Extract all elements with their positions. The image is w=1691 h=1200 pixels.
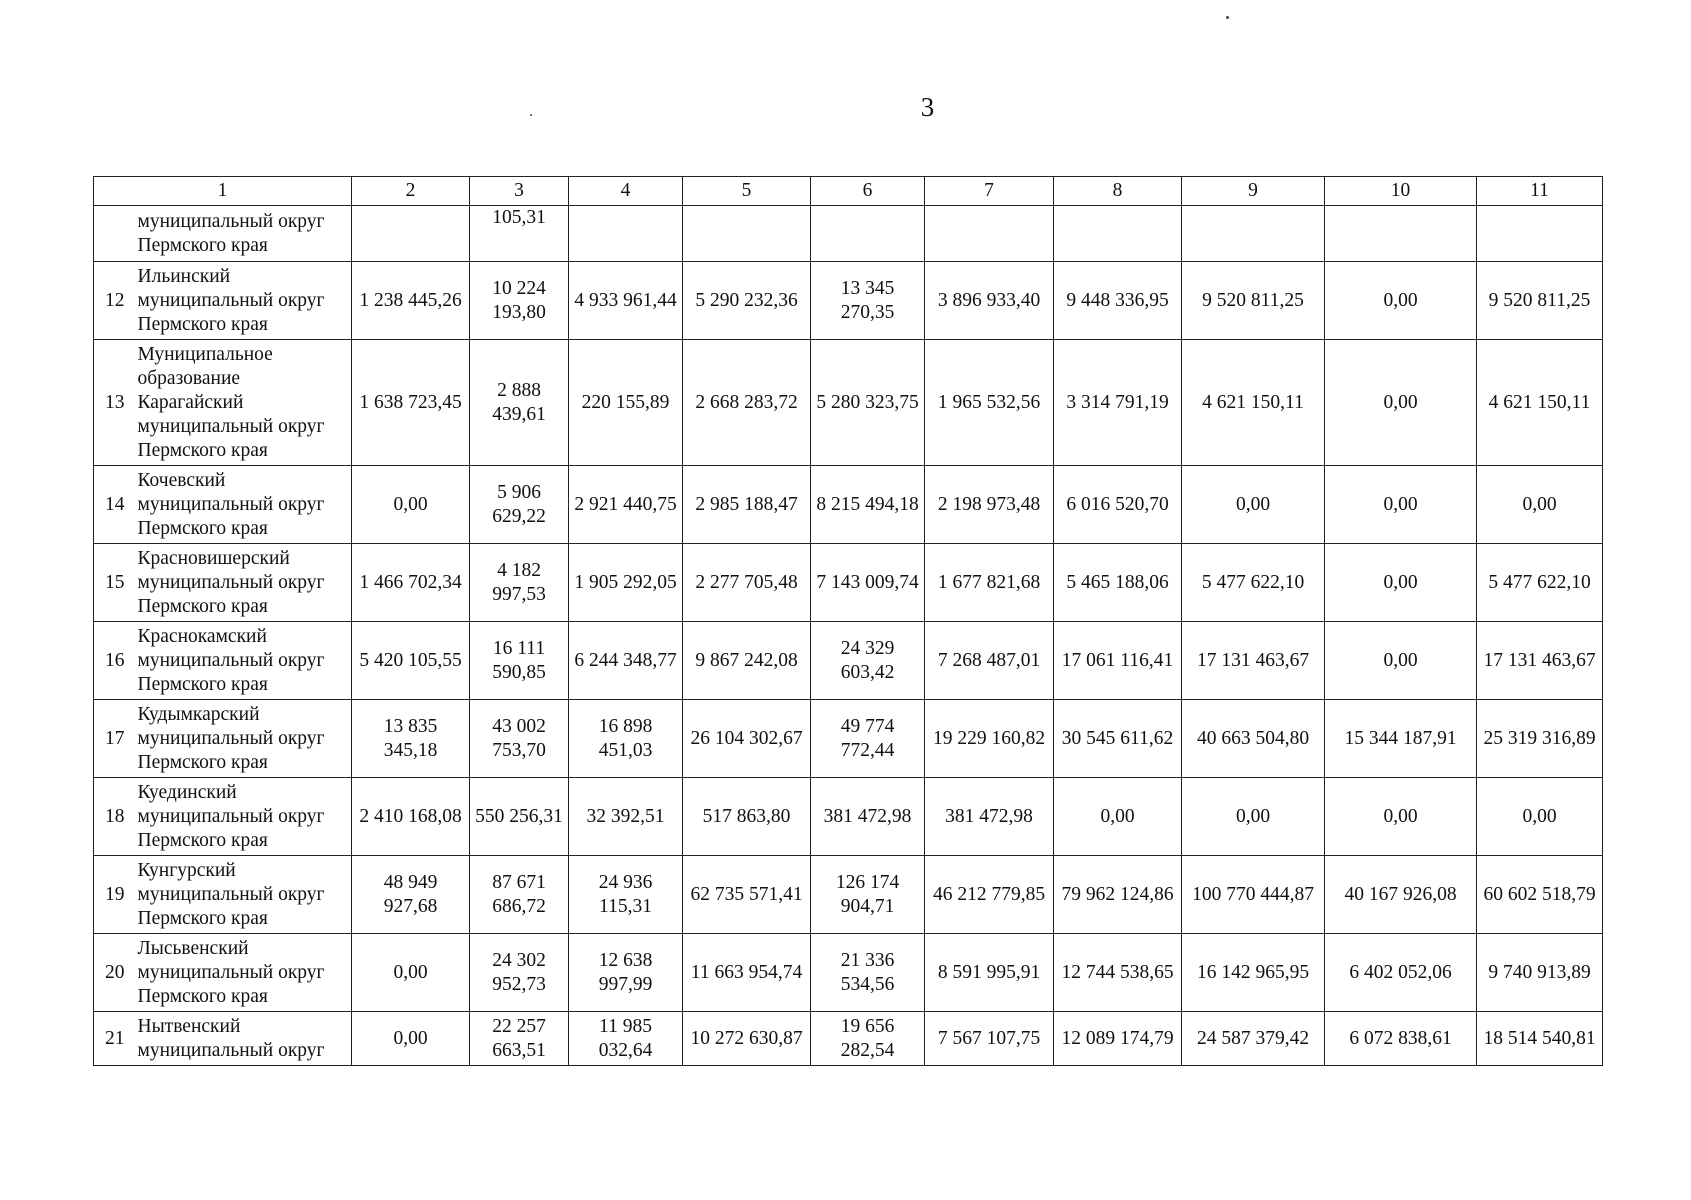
value-cell: 1 638 723,45 (352, 340, 470, 466)
value-cell: 7 567 107,75 (925, 1012, 1054, 1066)
value-cell: 105,31 (470, 206, 569, 262)
value-cell (1325, 206, 1477, 262)
row-number: 13 (94, 340, 136, 466)
value-cell: 0,00 (1477, 466, 1603, 544)
municipality-name: Куединский муниципальный округ Пермского края (136, 778, 352, 856)
value-cell: 30 545 611,62 (1054, 700, 1182, 778)
value-cell: 381 472,98 (811, 778, 925, 856)
value-cell: 5 906 629,22 (470, 466, 569, 544)
value-cell (352, 206, 470, 262)
value-cell: 17 131 463,67 (1182, 622, 1325, 700)
row-number (94, 206, 136, 262)
value-cell: 5 477 622,10 (1182, 544, 1325, 622)
table-row (94, 700, 1603, 778)
value-cell: 8 215 494,18 (811, 466, 925, 544)
value-cell: 0,00 (1054, 778, 1182, 856)
value-cell: 1 905 292,05 (569, 544, 683, 622)
scan-speck (1226, 16, 1229, 19)
value-cell: 5 280 323,75 (811, 340, 925, 466)
value-cell: 12 638 997,99 (569, 934, 683, 1012)
value-cell: 17 131 463,67 (1477, 622, 1603, 700)
value-cell: 7 143 009,74 (811, 544, 925, 622)
value-cell: 10 224 193,80 (470, 262, 569, 340)
value-cell: 15 344 187,91 (1325, 700, 1477, 778)
value-cell: 0,00 (352, 934, 470, 1012)
row-number: 17 (94, 700, 136, 778)
value-cell: 2 410 168,08 (352, 778, 470, 856)
municipality-name: Нытвенский муниципальный округ (136, 1012, 352, 1066)
value-cell: 5 477 622,10 (1477, 544, 1603, 622)
value-cell: 60 602 518,79 (1477, 856, 1603, 934)
value-cell: 100 770 444,87 (1182, 856, 1325, 934)
page-number: 3 (920, 92, 935, 122)
value-cell: 7 268 487,01 (925, 622, 1054, 700)
table-row (94, 934, 1603, 1012)
row-number: 15 (94, 544, 136, 622)
municipality-name: Кунгурский муниципальный округ Пермского края (136, 856, 352, 934)
value-cell: 550 256,31 (470, 778, 569, 856)
value-cell: 0,00 (1182, 778, 1325, 856)
budget-table (93, 176, 1603, 1066)
value-cell: 2 277 705,48 (683, 544, 811, 622)
row-number: 20 (94, 934, 136, 1012)
value-cell: 4 621 150,11 (1477, 340, 1603, 466)
table-row (94, 340, 1603, 466)
row-number: 21 (94, 1012, 136, 1066)
table-row (94, 622, 1603, 700)
value-cell: 3 314 791,19 (1054, 340, 1182, 466)
value-cell: 0,00 (1325, 622, 1477, 700)
value-cell: 6 016 520,70 (1054, 466, 1182, 544)
value-cell: 48 949 927,68 (352, 856, 470, 934)
value-cell (569, 206, 683, 262)
value-cell: 2 198 973,48 (925, 466, 1054, 544)
value-cell: 18 514 540,81 (1477, 1012, 1603, 1066)
row-number: 16 (94, 622, 136, 700)
value-cell: 24 587 379,42 (1182, 1012, 1325, 1066)
value-cell: 12 744 538,65 (1054, 934, 1182, 1012)
value-cell: 49 774 772,44 (811, 700, 925, 778)
municipality-name: Кудымкарский муниципальный округ Пермского края (136, 700, 352, 778)
value-cell: 13 835 345,18 (352, 700, 470, 778)
municipality-name: Краснокамский муниципальный округ Пермского края (136, 622, 352, 700)
value-cell: 24 936 115,31 (569, 856, 683, 934)
header-cell: 3 (470, 177, 569, 206)
value-cell: 9 740 913,89 (1477, 934, 1603, 1012)
value-cell: 3 896 933,40 (925, 262, 1054, 340)
value-cell: 43 002 753,70 (470, 700, 569, 778)
value-cell: 4 182 997,53 (470, 544, 569, 622)
value-cell: 381 472,98 (925, 778, 1054, 856)
header-cell: 1 (94, 177, 352, 206)
row-number: 18 (94, 778, 136, 856)
value-cell: 1 965 532,56 (925, 340, 1054, 466)
value-cell: 9 520 811,25 (1182, 262, 1325, 340)
value-cell: 6 244 348,77 (569, 622, 683, 700)
value-cell (1477, 206, 1603, 262)
value-cell: 9 448 336,95 (1054, 262, 1182, 340)
value-cell: 517 863,80 (683, 778, 811, 856)
value-cell: 87 671 686,72 (470, 856, 569, 934)
scan-speck (530, 114, 532, 116)
header-cell: 2 (352, 177, 470, 206)
value-cell: 0,00 (1182, 466, 1325, 544)
value-cell: 2 985 188,47 (683, 466, 811, 544)
header-cell: 8 (1054, 177, 1182, 206)
value-cell: 8 591 995,91 (925, 934, 1054, 1012)
header-cell: 10 (1325, 177, 1477, 206)
value-cell: 22 257 663,51 (470, 1012, 569, 1066)
value-cell (811, 206, 925, 262)
municipality-name: Красновишерский муниципальный округ Пермского края (136, 544, 352, 622)
value-cell: 25 319 316,89 (1477, 700, 1603, 778)
value-cell: 24 329 603,42 (811, 622, 925, 700)
value-cell: 1 677 821,68 (925, 544, 1054, 622)
header-cell: 9 (1182, 177, 1325, 206)
value-cell: 11 663 954,74 (683, 934, 811, 1012)
value-cell: 0,00 (1325, 466, 1477, 544)
row-number: 19 (94, 856, 136, 934)
table-row (94, 1012, 1603, 1066)
value-cell: 0,00 (352, 1012, 470, 1066)
value-cell: 6 402 052,06 (1325, 934, 1477, 1012)
value-cell: 2 921 440,75 (569, 466, 683, 544)
value-cell: 1 238 445,26 (352, 262, 470, 340)
value-cell: 13 345 270,35 (811, 262, 925, 340)
value-cell: 4 933 961,44 (569, 262, 683, 340)
header-row (94, 177, 1603, 206)
value-cell: 0,00 (1325, 340, 1477, 466)
value-cell: 0,00 (1325, 544, 1477, 622)
value-cell: 6 072 838,61 (1325, 1012, 1477, 1066)
table-row (94, 262, 1603, 340)
value-cell (1054, 206, 1182, 262)
value-cell: 12 089 174,79 (1054, 1012, 1182, 1066)
value-cell: 5 420 105,55 (352, 622, 470, 700)
header-cell: 5 (683, 177, 811, 206)
value-cell: 40 663 504,80 (1182, 700, 1325, 778)
value-cell: 24 302 952,73 (470, 934, 569, 1012)
value-cell: 19 656 282,54 (811, 1012, 925, 1066)
value-cell: 1 466 702,34 (352, 544, 470, 622)
value-cell: 2 668 283,72 (683, 340, 811, 466)
value-cell: 40 167 926,08 (1325, 856, 1477, 934)
municipality-name: Лысьвенский муниципальный округ Пермского края (136, 934, 352, 1012)
municipality-name: Кочевский муниципальный округ Пермского края (136, 466, 352, 544)
municipality-name: Муниципальное образование Карагайский муниципальный округ Пермского края (136, 340, 352, 466)
row-number: 14 (94, 466, 136, 544)
header-cell: 4 (569, 177, 683, 206)
table-row (94, 778, 1603, 856)
value-cell: 9 867 242,08 (683, 622, 811, 700)
value-cell: 126 174 904,71 (811, 856, 925, 934)
value-cell: 16 111 590,85 (470, 622, 569, 700)
header-cell: 7 (925, 177, 1054, 206)
table-row (94, 466, 1603, 544)
value-cell: 62 735 571,41 (683, 856, 811, 934)
value-cell: 10 272 630,87 (683, 1012, 811, 1066)
value-cell: 0,00 (352, 466, 470, 544)
value-cell: 11 985 032,64 (569, 1012, 683, 1066)
value-cell: 21 336 534,56 (811, 934, 925, 1012)
value-cell: 79 962 124,86 (1054, 856, 1182, 934)
value-cell (925, 206, 1054, 262)
municipality-name: Ильинский муниципальный округ Пермского края (136, 262, 352, 340)
value-cell: 4 621 150,11 (1182, 340, 1325, 466)
value-cell: 0,00 (1325, 262, 1477, 340)
value-cell: 5 465 188,06 (1054, 544, 1182, 622)
value-cell: 0,00 (1477, 778, 1603, 856)
row-number: 12 (94, 262, 136, 340)
value-cell: 9 520 811,25 (1477, 262, 1603, 340)
header-cell: 11 (1477, 177, 1603, 206)
table-row (94, 544, 1603, 622)
value-cell: 26 104 302,67 (683, 700, 811, 778)
header-cell: 6 (811, 177, 925, 206)
value-cell: 17 061 116,41 (1054, 622, 1182, 700)
value-cell: 2 888 439,61 (470, 340, 569, 466)
value-cell: 5 290 232,36 (683, 262, 811, 340)
value-cell (683, 206, 811, 262)
value-cell: 16 898 451,03 (569, 700, 683, 778)
value-cell: 19 229 160,82 (925, 700, 1054, 778)
table-row (94, 856, 1603, 934)
value-cell: 0,00 (1325, 778, 1477, 856)
value-cell: 220 155,89 (569, 340, 683, 466)
value-cell: 46 212 779,85 (925, 856, 1054, 934)
value-cell (1182, 206, 1325, 262)
value-cell: 16 142 965,95 (1182, 934, 1325, 1012)
table-row (94, 206, 1603, 262)
municipality-name: муниципальный округ Пермского края (136, 206, 352, 262)
value-cell: 32 392,51 (569, 778, 683, 856)
